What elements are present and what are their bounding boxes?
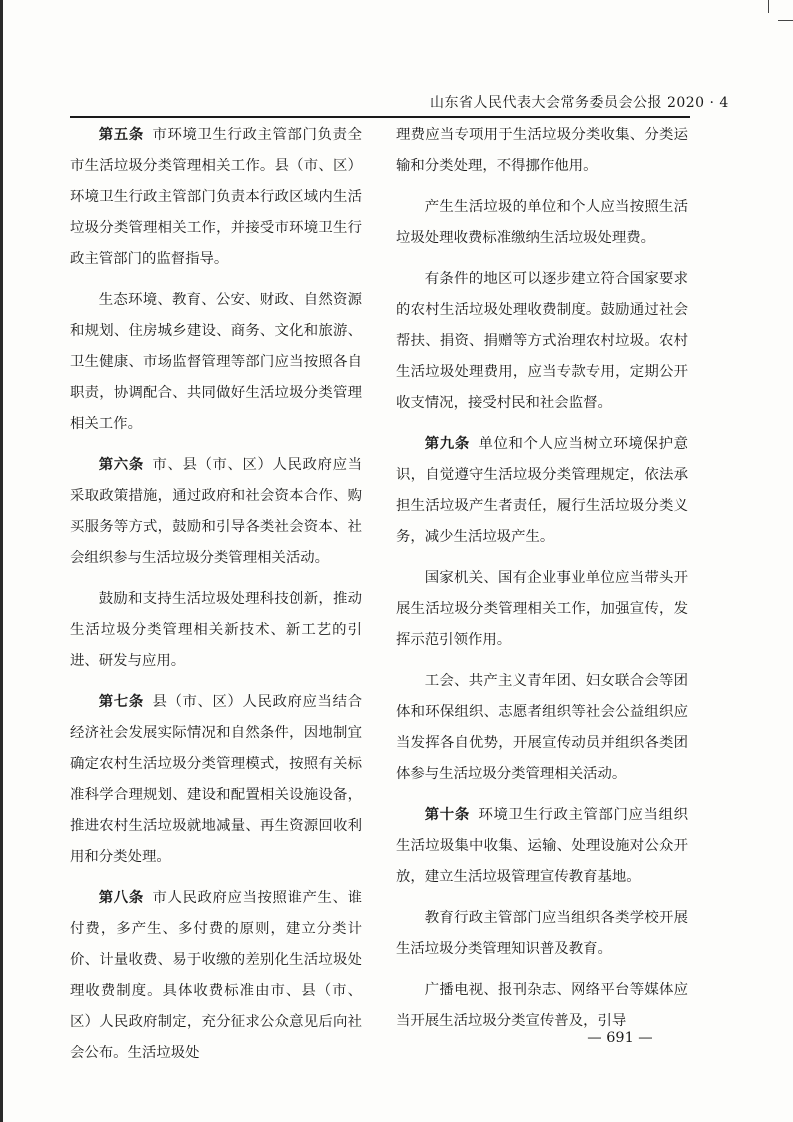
article-heading: 第七条 — [98, 694, 144, 710]
running-header: 山东省人民代表大会常务委员会公报 2020 · 4 — [430, 95, 729, 111]
article-text: 县（市、区）人民政府应当结合经济社会发展实际情况和自然条件，因地制宜确定农村生活垃圾分类管理模式，按照有关标准科学合理规划、建设和配置相关设施设备，推进农村生活垃圾就地减量、再生资源回收利用和分类处理。 — [70, 694, 362, 865]
scan-left-edge — [0, 0, 3, 1122]
paragraph-text: 理费应当专项用于生活垃圾分类收集、分类运输和分类处理，不得挪作他用。 — [396, 127, 688, 174]
article-text: 市人民政府应当按照谁产生、谁付费，多产生、多付费的原则，建立分类计价、计量收费、易于收缴的差别化生活垃圾处理收费制度。具体收费标准由市、县（市、区）人民政府制定，充分征求公众意见后向社会公布。生活垃圾处 — [70, 890, 362, 1061]
page-number: — 691 — — [587, 1030, 653, 1046]
paragraph-text: 工会、共产主义青年团、妇女联合会等团体和环保组织、志愿者组织等社会公益组织应当发挥各自优势，开展宣传动员并组织各类团体参与生活垃圾分类管理相关活动。 — [396, 673, 688, 782]
article-6-paragraph — [70, 450, 362, 574]
article-9-paragraph — [396, 429, 688, 553]
crop-mark-right — [778, 20, 793, 21]
paragraph — [70, 285, 362, 440]
paragraph — [396, 264, 688, 419]
paragraph — [396, 192, 688, 254]
paragraph-text: 产生生活垃圾的单位和个人应当按照生活垃圾处理收费标准缴纳生活垃圾处理费。 — [396, 199, 688, 246]
article-text: 市环境卫生行政主管部门负责全市生活垃圾分类管理相关工作。县（市、区）环境卫生行政主管部门负责本行政区域内生活垃圾分类管理相关工作，并接受市环境卫生行政主管部门的监督指导。 — [70, 127, 362, 267]
paragraph — [396, 903, 688, 965]
article-heading: 第六条 — [98, 457, 144, 473]
paragraph-text: 广播电视、报刊杂志、网络平台等媒体应当开展生活垃圾分类宣传普及，引导 — [396, 982, 688, 1029]
article-8-paragraph — [70, 883, 362, 1069]
paragraph — [396, 975, 688, 1037]
article-heading: 第八条 — [98, 890, 144, 906]
article-text: 市、县（市、区）人民政府应当采取政策措施，通过政府和社会资本合作、购买服务等方式，鼓励和引导各类社会资本、社会组织参与生活垃圾分类管理相关活动。 — [70, 457, 362, 566]
right-column — [396, 120, 688, 1047]
article-heading: 第九条 — [424, 436, 470, 452]
paragraph-text: 教育行政主管部门应当组织各类学校开展生活垃圾分类管理知识普及教育。 — [396, 910, 688, 957]
paragraph-continued — [396, 120, 688, 182]
paragraph — [396, 666, 688, 790]
paragraph — [396, 563, 688, 656]
paragraph-text: 国家机关、国有企业事业单位应当带头开展生活垃圾分类管理相关工作，加强宣传，发挥示范引领作用。 — [396, 570, 688, 648]
article-5-paragraph — [70, 120, 362, 275]
article-10-paragraph — [396, 800, 688, 893]
header-rule — [70, 116, 690, 118]
article-7-paragraph — [70, 687, 362, 873]
paragraph-text: 生态环境、教育、公安、财政、自然资源和规划、住房城乡建设、商务、文化和旅游、卫生健康、市场监督管理等部门应当按照各自职责，协调配合、共同做好生活垃圾分类管理相关工作。 — [70, 292, 362, 432]
paragraph-text: 鼓励和支持生活垃圾处理科技创新，推动生活垃圾分类管理相关新技术、新工艺的引进、研发与应用。 — [70, 591, 362, 669]
paragraph-text: 有条件的地区可以逐步建立符合国家要求的农村生活垃圾处理收费制度。鼓励通过社会帮扶、捐资、捐赠等方式治理农村垃圾。农村生活垃圾处理费用，应当专款专用，定期公开收支情况，接受村民和社会监督。 — [396, 271, 688, 411]
article-heading: 第五条 — [98, 127, 144, 143]
article-heading: 第十条 — [424, 807, 470, 823]
article-text: 环境卫生行政主管部门应当组织生活垃圾集中收集、运输、处理设施对公众开放，建立生活垃圾管理宣传教育基地。 — [396, 807, 688, 885]
article-text: 单位和个人应当树立环境保护意识，自觉遵守生活垃圾分类管理规定，依法承担生活垃圾产生者责任，履行生活垃圾分类义务，减少生活垃圾产生。 — [396, 436, 688, 545]
paragraph — [70, 584, 362, 677]
crop-mark-top — [768, 0, 769, 13]
left-column — [70, 120, 362, 1079]
